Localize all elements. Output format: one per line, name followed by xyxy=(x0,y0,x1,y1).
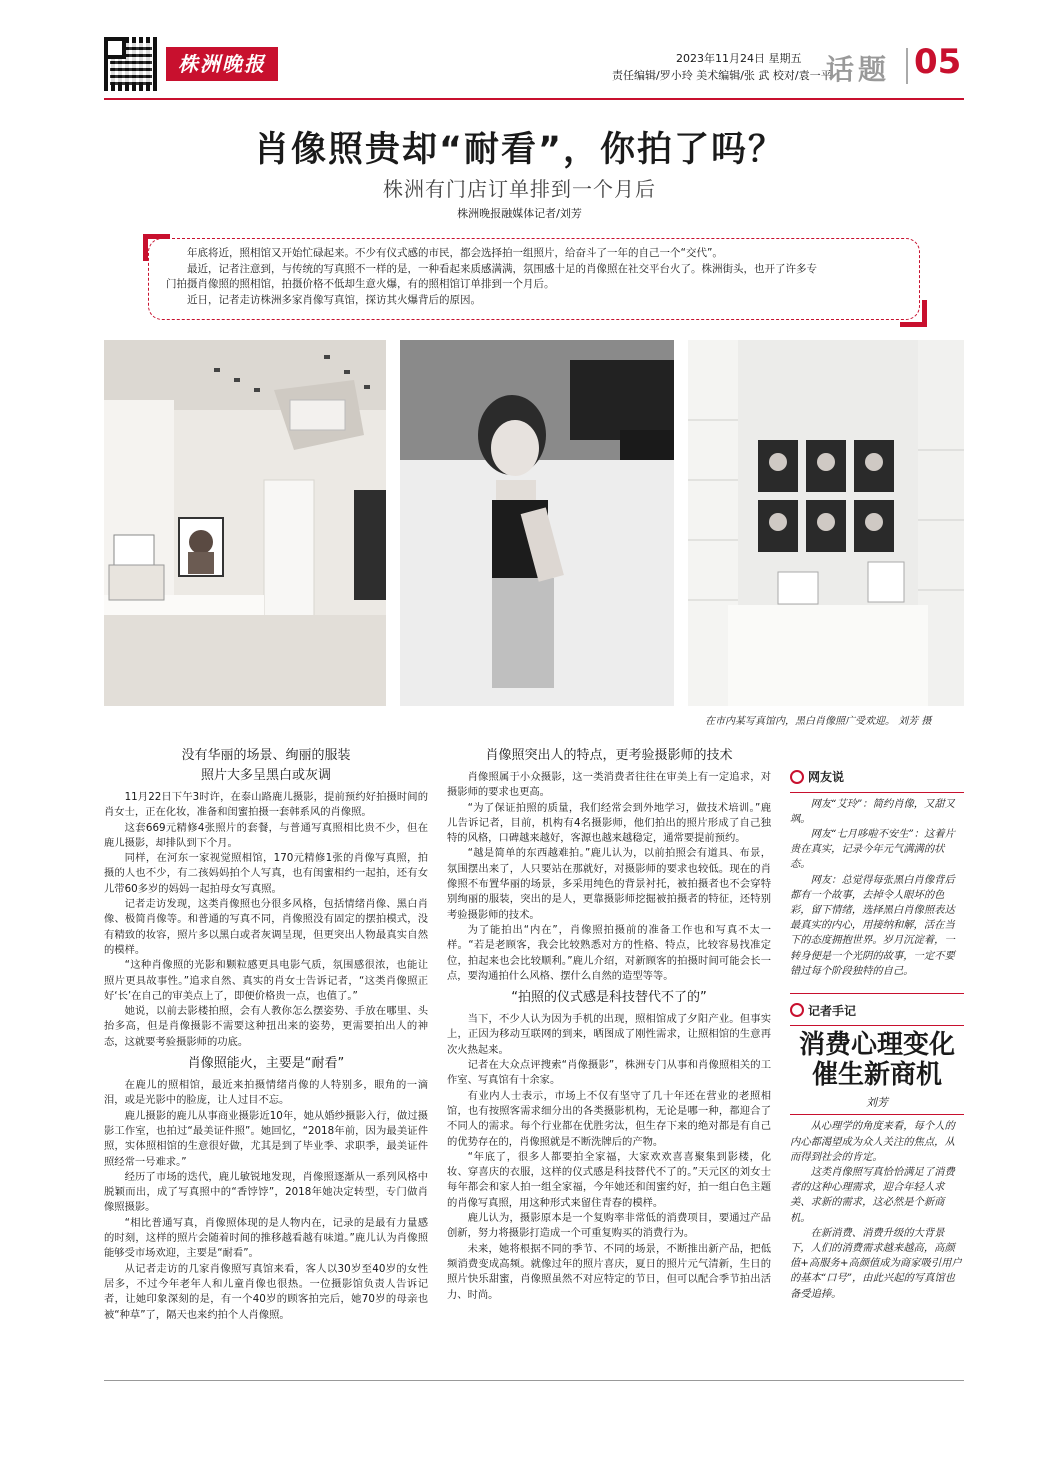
headline: 肖像照贵却“耐看”，你拍了吗？ xyxy=(253,130,785,170)
qr-code xyxy=(104,37,158,91)
column2-subheading: “拍照的仪式感是科技替代不了的” xyxy=(511,990,707,1006)
body-paragraph: 同样，在河东一家视觉照相馆，170元精修1张的肖像写真照，拍摄的人也不少，有二孩妈妈拍个人写真，也有闺蜜相约一起拍，还有女儿带60多岁的妈妈一起拍母女写真照。 xyxy=(104,852,428,895)
editor-credits: 责任编辑/罗小玲 美术编辑/张 武 校对/袁一平 xyxy=(612,69,832,82)
portrait-gallery-wall-photo xyxy=(688,340,964,706)
body-paragraph: 鹿儿摄影的鹿儿从事商业摄影近10年，她从婚纱摄影入行，做过摄影工作室，也拍过“最美证件照”。她回忆，“2018年前，因为最美证件照，实体照相馆的生意很好做，尤其是到了毕业季、求职季，最美证件照经常一号难求。” xyxy=(104,1109,428,1168)
section-name: 话题 xyxy=(826,53,891,86)
sidebar-divider xyxy=(790,792,964,793)
byline: 株洲晚报融媒体记者/刘芳 xyxy=(457,207,582,220)
commentary-tag xyxy=(790,1002,856,1019)
body-paragraph: 肖像照属于小众摄影，这一类消费者往往在审美上有一定追求，对摄影师的要求也更高。 xyxy=(447,771,771,799)
commentary-paragraph: 在新消费、消费升级的大背景下，人们的消费需求越来越高，高颜值+高服务+高颜值成为商家吸引用户的基本“口号”，由此兴起的写真馆也备受追捧。 xyxy=(790,1226,962,1300)
column1-heading-line1: 没有华丽的场景、绚丽的服装 xyxy=(181,748,351,763)
column1-heading-line2: 照片大多呈黑白或灰调 xyxy=(200,768,331,783)
netizen-comment: 网友：总觉得每张黑白肖像背后都有一个故事，去掉令人眼坏的色彩，留下情绪，选择黑白肖像照表达最真实的内心，用接纳和解，活在当下的态度拥抱世界。岁月沉淀着，一转身便是一个光阴的故事，一定不要错过每个阶段独特的自己。 xyxy=(790,873,955,977)
body-paragraph: “越是简单的东西越难拍。”鹿儿认为，以前拍照会有道具、布景，氛围摆出来了，人只要站在那就好，对摄影师的要求也较低。现在的肖像照不布置华丽的场景，多采用纯色的背景衬托，被拍摄者也不会穿特别绚丽的服装，突出的是人，更靠摄影师挖掘被拍摄者的特征，还特别考验摄影师的技术。 xyxy=(447,847,771,921)
body-paragraph: “相比普通写真，肖像照体现的是人物内在，记录的是最有力量感的时刻，这样的照片会随着时间的推移越看越有味道。”鹿儿认为肖像照能够受市场欢迎，主要是“耐看”。 xyxy=(104,1216,428,1260)
footer-rule xyxy=(104,1380,964,1381)
lead-text xyxy=(166,246,916,308)
sidebar-divider xyxy=(790,1114,964,1115)
photo-caption: 在市内某写真馆内，黑白肖像照广受欢迎。 刘芳 摄 xyxy=(705,716,932,727)
sidebar xyxy=(790,768,964,1302)
sidebar-divider xyxy=(790,1025,964,1026)
article-column-1 xyxy=(104,742,428,1323)
circle-icon xyxy=(790,770,804,784)
body-paragraph: “年底了，很多人都要拍全家福，大家欢欢喜喜聚集到影楼，化妆、穿喜庆的衣服，这样的仪式感是科技替代不了的。”天元区的刘女士每年都会和家人拍一组全家福，今年她还和闺蜜约好，拍一组白色主题的肖像写真照，用这种形式来留住青春的模样。 xyxy=(447,1150,771,1209)
lead-paragraph: 门拍摄肖像照的照相馆，拍摄价格不低却生意火爆，有的照相馆订单排到一个月后。 xyxy=(166,278,555,290)
body-paragraph: “这种肖像照的光影和颗粒感更具电影气质，氛围感很浓，也能让照片更具故事性。”追求自然、真实的肖女士告诉记者，“这类肖像照正好‘长’在自己的审美点上了，即便价格贵一点，也值了。” xyxy=(104,959,428,1002)
body-paragraph: 这套669元精修4张照片的套餐，与普通写真照相比贵不少，但在鹿儿摄影，却排队到下个月。 xyxy=(104,821,428,849)
netizen-comment: 网友“七月哆啦不安生”：这着片贵在真实，记录今年元气满满的状态。 xyxy=(790,827,955,871)
body-paragraph: 记者走访发现，这类肖像照也分很多风格，包括情绪肖像、黑白肖像、极简肖像等。和普通的写真不同，肖像照没有固定的摆拍模式，没有精致的妆容，照片多以黑白或者灰调呈现，但更突出人物最真实自然的模样。 xyxy=(104,898,428,956)
lead-paragraph: 年底将近，照相馆又开始忙碌起来。不少有仪式感的市民，都会选择拍一组照片，给奋斗了一年的自己一个“交代”。 xyxy=(187,247,723,259)
circle-icon xyxy=(790,1003,804,1017)
netizen-comment: 网友“艾玲”：简约肖像，又甜又飒。 xyxy=(790,797,955,825)
commentary-tag-label: 记者手记 xyxy=(808,1003,857,1018)
commentary-title xyxy=(790,1030,964,1090)
body-paragraph: 当下，不少人认为因为手机的出现，照相馆成了夕阳产业。但事实上，正因为移动互联网的到来，晒图成了刚性需求，让照相馆的生意再次火热起来。 xyxy=(447,1013,771,1056)
commentary-author: 刘芳 xyxy=(866,1096,888,1110)
column2-heading: 肖像照突出人的特点，更考验摄影师的技术 xyxy=(485,748,733,763)
body-paragraph: 11月22日下午3时许，在泰山路鹿儿摄影，提前预约好拍摄时间的肖女士，正在化妆，准备和闺蜜拍摄一套韩系风的肖像照。 xyxy=(104,791,428,819)
woman-portrait-photo xyxy=(400,340,674,706)
commentary-title-line1: 消费心理变化 xyxy=(798,1030,955,1061)
column1-heading xyxy=(104,746,428,786)
body-paragraph: 未来，她将根据不同的季节、不同的场景，不断推出新产品，把低频消费变成高频。就像过年的照片喜庆，夏日的照片元气清新，生日的照片快乐甜蜜，肖像照虽然不对应特定的节日，但可以配合季节拍出活力、时尚。 xyxy=(447,1242,771,1301)
netizen-tag xyxy=(790,768,844,785)
body-paragraph: 从记者走访的几家肖像照写真馆来看，客人以30岁至40岁的女性居多，不过今年老年人和儿童肖像也很热。一位摄影馆负责人告诉记者，让她印象深刻的是，有一个40岁的顾客拍完后，她70岁的母亲也被“种草”了，隔天也来约拍个人肖像照。 xyxy=(104,1262,428,1321)
body-paragraph: 鹿儿认为，摄影原本是一个复购率非常低的消费项目，要通过产品创新，努力将摄影打造成一个可重复购买的消费行为。 xyxy=(447,1212,771,1240)
body-paragraph: 经历了市场的迭代，鹿儿敏锐地发现，肖像照逐渐从一系列风格中脱颖而出，成了写真照中的“香饽饽”，2018年她决定转型，专门做肖像照摄影。 xyxy=(104,1170,428,1214)
body-paragraph: 记者在大众点评搜索“肖像摄影”，株洲专门从事和肖像照相关的工作室、写真馆有十余家。 xyxy=(447,1059,771,1087)
commentary-body xyxy=(790,1119,964,1301)
newspaper-logo: 株洲晚报 xyxy=(166,47,278,81)
lead-paragraph: 近日，记者走访株洲多家肖像写真馆，探访其火爆背后的原因。 xyxy=(187,293,481,306)
netizen-tag-label: 网友说 xyxy=(808,770,845,784)
commentary-paragraph: 从心理学的角度来看，每个人的内心都渴望成为众人关注的焦点，从而得到社会的肯定。 xyxy=(790,1120,955,1163)
body-paragraph: 为了能拍出“内在”，肖像照拍摄前的准备工作也和写真不太一样。“若是老顾客，我会比较熟悉对方的性格、特点，比较容易找准定位，拍起来也会比较顺利。”鹿儿介绍，对新顾客的拍摄时间可能会长一点，要沟通拍什么风格、摆什么自然的造型等等。 xyxy=(447,923,771,982)
masthead-divider xyxy=(906,48,908,84)
sidebar-divider xyxy=(790,993,964,994)
subheadline: 株洲有门店订单排到一个月后 xyxy=(383,177,656,201)
commentary-title-line2: 催生新商机 xyxy=(811,1060,942,1091)
body-paragraph: 她说，以前去影楼拍照，会有人教你怎么摆姿势、手放在哪里、头抬多高，但是肖像摄影不需要这种扭出来的姿势，更需要拍出人的神态，这就要考验摄影师的功底。 xyxy=(104,1005,428,1048)
studio-interior-photo xyxy=(104,340,386,706)
commentary-paragraph: 这类肖像照写真恰恰满足了消费者的这种心理需求，迎合年轻人求美、求新的需求，这必然是个新商机。 xyxy=(790,1166,955,1224)
netizen-comments xyxy=(790,797,964,979)
body-paragraph: 有业内人士表示，市场上不仅有坚守了几十年还在营业的老照相馆，也有按照客需求细分出的各类摄影机构，无论是哪一种，都迎合了不同人的需求。每个行业都在优胜劣汰，但生存下来的绝对都是有自己的优势存在的，肖像照就是不断洗牌后的产物。 xyxy=(447,1089,771,1148)
lead-paragraph: 最近，记者注意到，与传统的写真照不一样的是，一种看起来质感满满，氛围感十足的肖像照在社交平台火了。株洲街头，也开了许多专 xyxy=(187,262,817,275)
page-number: 05 xyxy=(914,42,962,82)
body-paragraph: 在鹿儿的照相馆，最近来拍摄情绪肖像的人特别多，眼角的一滴泪，或是光影中的脸庞，让人过目不忘。 xyxy=(104,1079,428,1107)
article-column-2 xyxy=(447,742,771,1303)
body-paragraph: “为了保证拍照的质量，我们经常会到外地学习，做技术培训。”鹿儿告诉记者，目前，机构有4名摄影师，他们拍出的照片形成了自己独特的风格，口碑越来越好，客源也越来越稳定，通常要提前预约。 xyxy=(447,801,771,845)
issue-date: 2023年11月24日 星期五 xyxy=(676,52,802,65)
column1-subheading: 肖像照能火，主要是“耐看” xyxy=(187,1056,345,1072)
masthead-rule xyxy=(104,98,964,100)
